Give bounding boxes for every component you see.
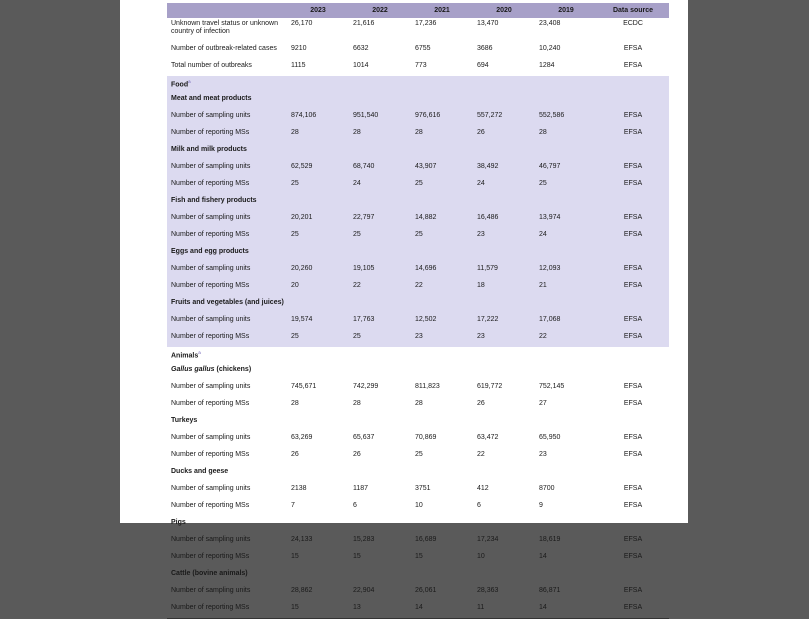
row-value: 9 (539, 502, 543, 509)
row-value: 742,299 (353, 383, 379, 390)
row-value: 14,882 (411, 211, 473, 228)
row-value: 14 (411, 601, 473, 619)
row-data-source: EFSA (623, 451, 643, 458)
row-value: 10 (477, 553, 485, 560)
subgroup-title-text: (chickens) (214, 366, 252, 373)
subgroup-header-row (167, 143, 669, 160)
row-value: 8700 (539, 485, 555, 492)
row-value: 22 (477, 451, 485, 458)
subgroup-title (167, 414, 669, 431)
subgroup-title-text: Ducks and geese (171, 468, 229, 475)
row-value: 20,201 (287, 211, 349, 228)
subgroup-title-text: Turkeys (171, 417, 198, 424)
subgroup-title-text: Pigs (171, 519, 186, 526)
row-value: 10,240 (539, 45, 561, 52)
row-label: Number of reporting MSs (167, 228, 287, 245)
row-data-source: EFSA (597, 279, 669, 296)
subgroup-title (167, 567, 669, 584)
subgroup-header-row (167, 516, 669, 533)
row-value: 557,272 (473, 109, 535, 126)
subgroup-title (167, 245, 669, 262)
row-value: 25 (349, 330, 411, 347)
row-value: 26 (473, 126, 535, 143)
row-value: 86,871 (539, 587, 561, 594)
row-value: 25 (411, 228, 473, 245)
subgroup-title (167, 296, 669, 313)
row-value: 24,133 (291, 536, 313, 543)
row-value: 3686 (477, 45, 493, 52)
subgroup-header-row (167, 465, 669, 482)
row-value: 12,093 (535, 262, 597, 279)
row-value: 25 (287, 228, 349, 245)
header-cell-year: 2022 (349, 3, 411, 18)
row-label: Number of sampling units (171, 434, 251, 441)
table-row (167, 228, 669, 245)
row-value: 12,502 (411, 313, 473, 330)
row-value: 22 (349, 279, 411, 296)
table-row (167, 448, 669, 465)
row-value: 16,689 (415, 536, 437, 543)
row-data-source: EFSA (623, 485, 643, 492)
table-row (167, 18, 669, 42)
table-row (167, 380, 669, 397)
row-label: Number of sampling units (167, 211, 287, 228)
row-value: 24 (349, 177, 411, 194)
header-cell-year: 2023 (287, 3, 349, 18)
footnote-marker: a (198, 350, 201, 355)
row-value: 62,529 (287, 160, 349, 177)
row-value: 11,579 (473, 262, 535, 279)
row-label: Number of reporting MSs (167, 279, 287, 296)
row-label: Number of reporting MSs (167, 177, 287, 194)
row-value: 25 (535, 177, 597, 194)
row-value: 28 (411, 126, 473, 143)
row-value: 811,823 (415, 383, 440, 390)
row-label: Number of sampling units (171, 485, 251, 492)
table-row (167, 109, 669, 126)
table-row (167, 584, 669, 601)
subgroup-header-row (167, 194, 669, 211)
subgroup-title-italic: Gallus gallus (171, 366, 215, 373)
table-header-row (167, 3, 669, 18)
row-label: Number of sampling units (167, 109, 287, 126)
row-value: 1115 (291, 62, 306, 69)
row-value: 43,907 (411, 160, 473, 177)
subgroup-title-text: Meat and meat products (171, 95, 252, 102)
row-label: Number of reporting MSs (171, 400, 250, 407)
row-value: 28,862 (291, 587, 313, 594)
table-row (167, 59, 669, 76)
row-value: 6 (353, 502, 357, 509)
table-row (167, 177, 669, 194)
row-value: 15 (287, 601, 349, 619)
subgroup-header-row (167, 92, 669, 109)
row-value: 6 (477, 502, 481, 509)
row-value: 22 (535, 330, 597, 347)
row-data-source: EFSA (623, 536, 643, 543)
row-data-source: EFSA (597, 177, 669, 194)
header-cell-year: 2020 (473, 3, 535, 18)
row-data-source: EFSA (597, 330, 669, 347)
row-value: 19,574 (287, 313, 349, 330)
row-value: 15 (291, 553, 299, 560)
row-value: 24 (535, 228, 597, 245)
table-row (167, 211, 669, 228)
table-row (167, 482, 669, 499)
row-label: Number of reporting MSs (171, 502, 250, 509)
row-value: 24 (473, 177, 535, 194)
row-value: 21 (535, 279, 597, 296)
row-value: 26 (353, 451, 361, 458)
document-page (120, 0, 688, 611)
row-data-source: EFSA (597, 601, 669, 619)
row-label: Number of outbreak-related cases (171, 45, 277, 52)
row-data-source: EFSA (597, 211, 669, 228)
row-value: 20,260 (287, 262, 349, 279)
row-value: 17,236 (415, 20, 437, 27)
row-value: 15 (353, 553, 361, 560)
header-cell-data-source: Data source (597, 3, 669, 18)
row-value: 25 (287, 330, 349, 347)
row-label: Number of sampling units (167, 160, 287, 177)
row-value: 21,616 (353, 20, 375, 27)
row-value: 15,283 (353, 536, 375, 543)
row-value: 951,540 (349, 109, 411, 126)
row-value: 23 (539, 451, 547, 458)
row-value: 412 (477, 485, 489, 492)
subgroup-title-text: Eggs and egg products (171, 248, 249, 255)
table-row (167, 499, 669, 516)
row-value: 28 (287, 126, 349, 143)
row-value: 18,619 (539, 536, 561, 543)
row-data-source: EFSA (597, 126, 669, 143)
table-row (167, 42, 669, 59)
row-value: 14 (539, 553, 547, 560)
row-label: Number of reporting MSs (171, 553, 250, 560)
row-value: 25 (349, 228, 411, 245)
row-data-source: EFSA (597, 109, 669, 126)
row-label: Number of sampling units (167, 313, 287, 330)
row-value: 1014 (353, 62, 369, 69)
row-value: 28 (291, 400, 299, 407)
row-data-source: EFSA (623, 62, 643, 69)
table-row (167, 533, 669, 550)
subgroup-title (167, 92, 669, 109)
table-row (167, 160, 669, 177)
section-title (167, 76, 669, 92)
surveillance-data-table (167, 3, 669, 619)
row-data-source: EFSA (623, 553, 643, 560)
section-title-text: Animals (171, 352, 199, 360)
table-row (167, 550, 669, 567)
subgroup-header-row (167, 567, 669, 584)
row-value: 619,772 (477, 383, 503, 390)
section-title (167, 347, 669, 363)
row-label: Number of sampling units (171, 383, 251, 390)
row-value: 26 (291, 451, 299, 458)
row-data-source: EFSA (623, 383, 643, 390)
subgroup-title-text: Fish and fishery products (171, 197, 257, 204)
table-row (167, 279, 669, 296)
section-header-row (167, 76, 669, 92)
row-value: 22,797 (349, 211, 411, 228)
row-value: 20 (287, 279, 349, 296)
footnote-marker: a (188, 79, 191, 84)
row-value: 17,763 (349, 313, 411, 330)
row-value: 13,470 (477, 20, 499, 27)
row-value: 874,106 (287, 109, 349, 126)
row-value: 745,671 (291, 383, 317, 390)
row-value: 17,068 (535, 313, 597, 330)
row-value: 9210 (291, 45, 307, 52)
row-value: 28 (349, 126, 411, 143)
row-value: 7 (291, 502, 295, 509)
row-value: 63,269 (291, 434, 313, 441)
row-value: 46,797 (535, 160, 597, 177)
row-value: 28 (535, 126, 597, 143)
row-value: 22 (411, 279, 473, 296)
row-value: 26,170 (291, 20, 313, 27)
row-value: 552,586 (535, 109, 597, 126)
row-label: Number of reporting MSs (171, 451, 250, 458)
row-value: 23 (473, 330, 535, 347)
row-label: Number of sampling units (171, 587, 251, 594)
table-row (167, 601, 669, 619)
row-label: Number of sampling units (167, 262, 287, 279)
table-row (167, 313, 669, 330)
row-value: 25 (415, 451, 423, 458)
table-row (167, 397, 669, 414)
section-title-text: Food (171, 81, 189, 89)
table-row (167, 431, 669, 448)
subgroup-title-text: Milk and milk products (171, 146, 247, 153)
row-value: 10 (415, 502, 423, 509)
row-label: Number of reporting MSs (167, 126, 287, 143)
row-data-source: EFSA (623, 502, 643, 509)
subgroup-title (167, 516, 669, 533)
row-value: 16,486 (473, 211, 535, 228)
subgroup-title (167, 465, 669, 482)
row-value: 6755 (415, 45, 431, 52)
row-value: 773 (415, 62, 427, 69)
row-value: 19,105 (349, 262, 411, 279)
row-value: 22,904 (353, 587, 375, 594)
header-cell-year: 2021 (411, 3, 473, 18)
row-data-source: EFSA (597, 262, 669, 279)
row-value: 28 (415, 400, 423, 407)
row-data-source: EFSA (623, 400, 643, 407)
row-value: 752,145 (539, 383, 565, 390)
row-data-source: EFSA (623, 45, 643, 52)
row-value: 17,234 (477, 536, 499, 543)
row-value: 63,472 (477, 434, 499, 441)
row-value: 18 (473, 279, 535, 296)
row-value: 70,869 (415, 434, 437, 441)
row-value: 13,974 (535, 211, 597, 228)
row-value: 28,363 (477, 587, 499, 594)
row-value: 14,696 (411, 262, 473, 279)
row-data-source: EFSA (623, 587, 643, 594)
subgroup-header-row (167, 414, 669, 431)
row-value: 23 (473, 228, 535, 245)
row-value: 6632 (353, 45, 369, 52)
row-value: 15 (415, 553, 423, 560)
subgroup-title-text: Cattle (bovine animals) (171, 570, 248, 577)
subgroup-header-row (167, 245, 669, 262)
row-data-source: EFSA (623, 434, 643, 441)
row-label: Unknown travel status or unknown country of infection (171, 20, 278, 36)
row-value: 27 (539, 400, 547, 407)
row-data-source: EFSA (597, 160, 669, 177)
row-value: 2138 (291, 485, 307, 492)
section-header-row (167, 347, 669, 363)
row-value: 17,222 (473, 313, 535, 330)
row-value: 3751 (415, 485, 431, 492)
header-cell-label (167, 3, 287, 18)
row-label: Total number of outbreaks (171, 62, 252, 69)
row-data-source: ECDC (623, 20, 643, 27)
subgroup-title-text: Fruits and vegetables (and juices) (171, 299, 284, 306)
row-value: 38,492 (473, 160, 535, 177)
header-cell-year: 2019 (535, 3, 597, 18)
subgroup-header-row (167, 296, 669, 313)
row-value: 1284 (539, 62, 555, 69)
row-data-source: EFSA (597, 313, 669, 330)
row-label: Number of reporting MSs (167, 330, 287, 347)
row-value: 65,950 (539, 434, 561, 441)
table-row (167, 330, 669, 347)
row-data-source: EFSA (597, 228, 669, 245)
row-value: 11 (473, 601, 535, 619)
row-value: 28 (353, 400, 361, 407)
row-value: 26 (477, 400, 485, 407)
row-value: 976,616 (411, 109, 473, 126)
row-value: 26,061 (415, 587, 437, 594)
row-value: 25 (411, 177, 473, 194)
table-row (167, 262, 669, 279)
subgroup-header-row (167, 363, 669, 380)
table-row (167, 126, 669, 143)
row-value: 23 (411, 330, 473, 347)
row-value: 694 (477, 62, 489, 69)
table-body (167, 18, 669, 619)
row-value: 13 (349, 601, 411, 619)
row-value: 65,637 (353, 434, 375, 441)
subgroup-title (167, 363, 669, 380)
row-value: 23,408 (539, 20, 561, 27)
row-value: 25 (287, 177, 349, 194)
row-value: 68,740 (349, 160, 411, 177)
subgroup-title (167, 143, 669, 160)
subgroup-title (167, 194, 669, 211)
row-value: 1187 (353, 485, 369, 492)
row-label: Number of sampling units (171, 536, 251, 543)
row-label: Number of reporting MSs (167, 601, 287, 619)
row-value: 14 (535, 601, 597, 619)
